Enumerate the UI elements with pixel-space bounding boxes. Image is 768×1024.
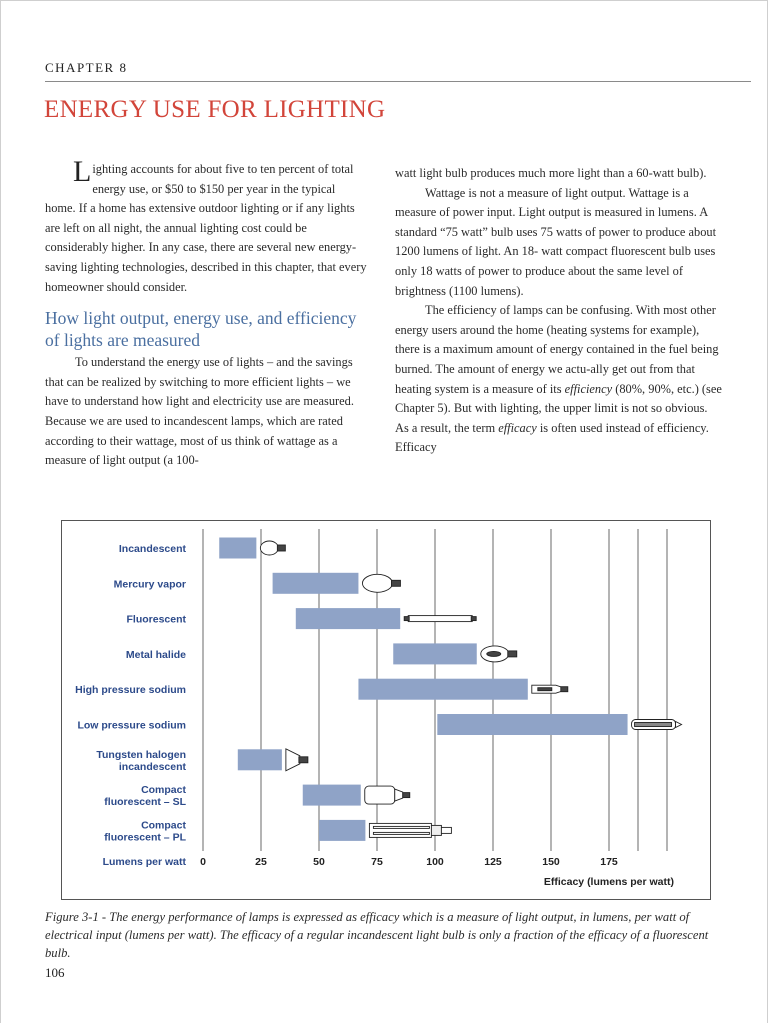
category-label: Tungsten halogen	[96, 748, 186, 761]
category-label: High pressure sodium	[75, 684, 186, 697]
text-run: is often used instead of efficiency. Efficacy	[395, 420, 709, 455]
page-number: 106	[45, 965, 65, 980]
lamp-icon	[481, 646, 517, 662]
bar-4	[358, 679, 527, 700]
bar-1	[273, 573, 359, 594]
efficacy-chart	[61, 520, 711, 900]
category-label: Incandescent	[118, 543, 186, 555]
right-paragraph-1: watt light bulb produces much more light than a 60-watt bulb).	[395, 166, 707, 180]
tick-label: 25	[255, 856, 267, 868]
intro-text: ighting accounts for about five to ten percent of total energy use, or $50 to $150 per year in the typical home. If a home has extensive outdoor lighting or if any lights are left on all night, the annual lighting cost could be considerably higher. In any case, there are several new energy-saving lighting technologies, described in this chapter, that every homeowner should consider.	[45, 162, 367, 294]
tick-label: 100	[426, 856, 444, 868]
left-column	[45, 155, 367, 471]
bar-7	[303, 785, 361, 806]
bar-8	[319, 820, 365, 841]
x-axis-title: Efficacy (lumens per watt)	[543, 876, 674, 888]
category-label: fluorescent – SL	[104, 796, 186, 809]
lamp-icon	[404, 616, 476, 622]
category-label: Compact	[141, 784, 186, 797]
axis-row-label: Lumens per watt	[102, 856, 186, 868]
figure-caption: Figure 3-1 - The energy performance of lamps is expressed as efficacy which is a measure of light output, in lumens, per watt of electrical input (lumens per watt). The efficacy of a regular incandescent light bulb is only a fraction of the efficacy of a fluorescent bulb.	[45, 910, 709, 960]
lamp-icon	[532, 685, 568, 693]
bar-3	[393, 643, 477, 664]
category-label: Low pressure sodium	[77, 719, 186, 732]
chapter-label: CHAPTER 8	[45, 60, 128, 75]
tick-label: 0	[200, 856, 206, 868]
header-rule	[45, 81, 751, 82]
right-paragraph-3	[395, 301, 722, 458]
drop-cap: L	[73, 155, 92, 188]
lamp-icon	[260, 541, 285, 555]
category-label: Metal halide	[125, 648, 186, 661]
bar-0	[219, 538, 256, 559]
emphasis-efficiency: efficiency	[564, 381, 613, 396]
right-paragraph-2: Wattage is not a measure of light output. Wattage is a measure of power input. Light output is measured in lumens. A standard “75 watt” bulb uses 75 watts of power to produce about 1200 lumens of light. An 18- watt compact fluorescent bulb uses only 18 watts of power to produce about the same level of brightness (1100 lumens).	[395, 185, 717, 298]
bar-6	[238, 749, 282, 770]
text-run: (80%, 90%, etc.) (see Chapter 5). But with lighting, the upper limit is not so obvious. As a result, the term	[395, 381, 722, 435]
emphasis-efficacy: efficacy	[498, 420, 537, 435]
category-label: Compact	[141, 819, 186, 832]
intro-paragraph	[45, 155, 367, 297]
tick-label: 125	[484, 856, 502, 868]
tick-label: 150	[542, 856, 560, 868]
bar-5	[437, 714, 627, 735]
tick-label: 75	[371, 856, 383, 868]
text-run: The efficiency of lamps can be confusing. With most other energy users around the home (heating systems for example), there is a maximum amount of energy contained in the fuel being burned. The amount of energy we actu-ally get out from that heating system is a measure of its	[395, 303, 719, 396]
lamp-icon	[365, 786, 410, 804]
bar-2	[296, 608, 400, 629]
lamp-icon	[369, 823, 451, 837]
paragraph-2: To understand the energy use of lights – and the savings that can be realized by switching to more efficient lights – we have to understand how light and electricity use are measured. Because we are used to incandescent lamps, which are rated according to their wattage, most of us think of wattage as a measure of light output (a 100-	[45, 355, 354, 468]
category-label: fluorescent – PL	[104, 831, 186, 844]
section-heading: How light output, energy use, and efficiency of lights are measured	[45, 308, 357, 351]
lamp-icon	[362, 574, 400, 592]
page-title: ENERGY USE FOR LIGHTING	[44, 96, 386, 123]
lamp-icon	[286, 749, 308, 771]
category-label: incandescent	[118, 760, 186, 773]
tick-label: 50	[313, 856, 325, 868]
category-label: Fluorescent	[126, 613, 186, 626]
lamp-icon	[632, 720, 682, 730]
category-label: Mercury vapor	[113, 578, 186, 591]
tick-label: 175	[600, 856, 618, 868]
right-column	[395, 164, 722, 458]
chart-canvas	[62, 521, 710, 899]
